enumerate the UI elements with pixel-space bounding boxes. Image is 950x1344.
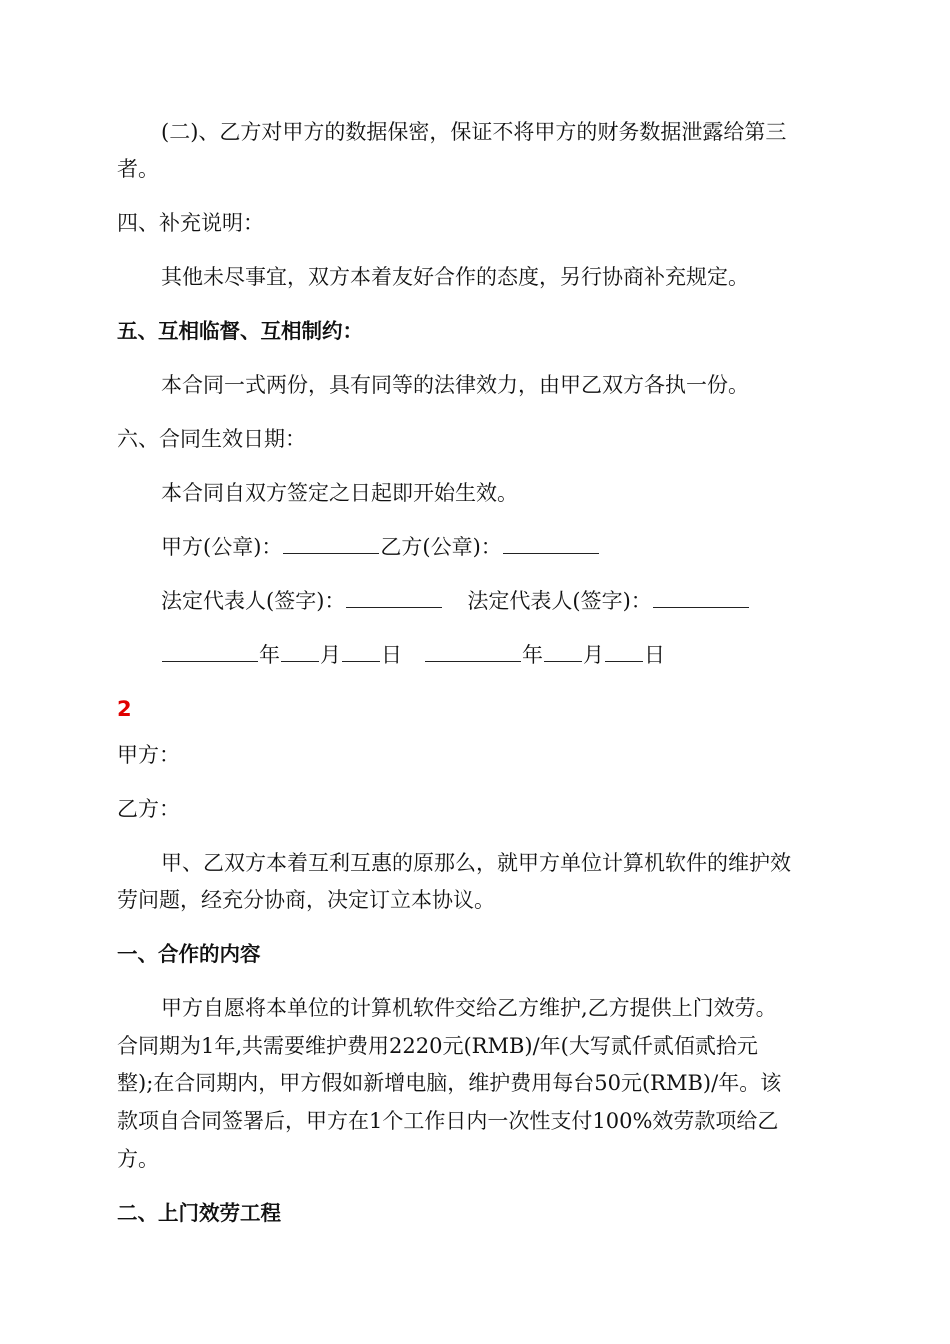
- date-a-month: 月: [320, 643, 341, 667]
- section-5-title: 五、互相临督、互相制约：: [117, 319, 363, 343]
- cooperation-body-line: 合同期为1年,共需要维护费用2220元(RMB)/年(大写贰仟贰佰贰拾元: [117, 1034, 758, 1058]
- date-a-year-blank: [162, 644, 258, 662]
- document-number: 2: [117, 697, 132, 721]
- seal-line: [161, 535, 600, 559]
- date-b-year-blank: [425, 644, 521, 662]
- party-a-rep-blank: [346, 590, 442, 608]
- party-b-seal-blank: [503, 536, 599, 554]
- party-b-label: 乙方：: [117, 797, 180, 821]
- clause-2-line-2: 者。: [117, 157, 159, 181]
- date-b-month-blank: [544, 644, 582, 662]
- intro-line-1: 甲、乙双方本着互利互惠的原那么，就甲方单位计算机软件的维护效: [161, 851, 791, 875]
- party-a-rep-label: 法定代表人(签字)：: [161, 589, 346, 613]
- party-a-seal-blank: [283, 536, 379, 554]
- cooperation-body-line: 款项自合同签署后，甲方在1个工作日内一次性支付100%效劳款项给乙: [117, 1109, 779, 1133]
- cooperation-title: 一、合作的内容: [117, 942, 261, 966]
- date-b-year: 年: [522, 643, 543, 667]
- section-5-body: 本合同一式两份，具有同等的法律效力，由甲乙双方各执一份。: [161, 373, 749, 397]
- section-4-title: 四、补充说明：: [117, 211, 264, 235]
- section-6-body: 本合同自双方签定之日起即开始生效。: [161, 481, 518, 505]
- date-a-day-blank: [342, 644, 380, 662]
- date-b-day: 日: [644, 643, 665, 667]
- section-4-body: 其他未尽事宜，双方本着友好合作的态度，另行协商补充规定。: [161, 265, 749, 289]
- cooperation-body-line: 方。: [117, 1147, 159, 1171]
- party-b-rep-label: 法定代表人(签字)：: [467, 589, 652, 613]
- party-b-rep-blank: [653, 590, 749, 608]
- date-b-day-blank: [605, 644, 643, 662]
- party-a-seal-label: 甲方(公章)：: [161, 535, 283, 559]
- date-a-month-blank: [281, 644, 319, 662]
- date-a-day: 日: [381, 643, 402, 667]
- representative-line: [161, 589, 750, 613]
- date-b-month: 月: [583, 643, 604, 667]
- cooperation-body-line: 整);在合同期内，甲方假如新增电脑，维护费用每台50元(RMB)/年。该: [117, 1071, 782, 1095]
- date-a-year: 年: [259, 643, 280, 667]
- intro-line-2: 劳问题，经充分协商，决定订立本协议。: [117, 888, 495, 912]
- party-a-label: 甲方：: [117, 743, 180, 767]
- section-6-title: 六、合同生效日期：: [117, 427, 306, 451]
- party-b-seal-label: 乙方(公章)：: [380, 535, 502, 559]
- date-line: [161, 643, 665, 667]
- cooperation-body-line: 甲方自愿将本单位的计算机软件交给乙方维护,乙方提供上门效劳。: [161, 996, 777, 1020]
- onsite-service-title: 二、上门效劳工程: [117, 1201, 281, 1225]
- clause-2-line-1: (二)、乙方对甲方的数据保密，保证不将甲方的财务数据泄露给第三: [161, 120, 787, 144]
